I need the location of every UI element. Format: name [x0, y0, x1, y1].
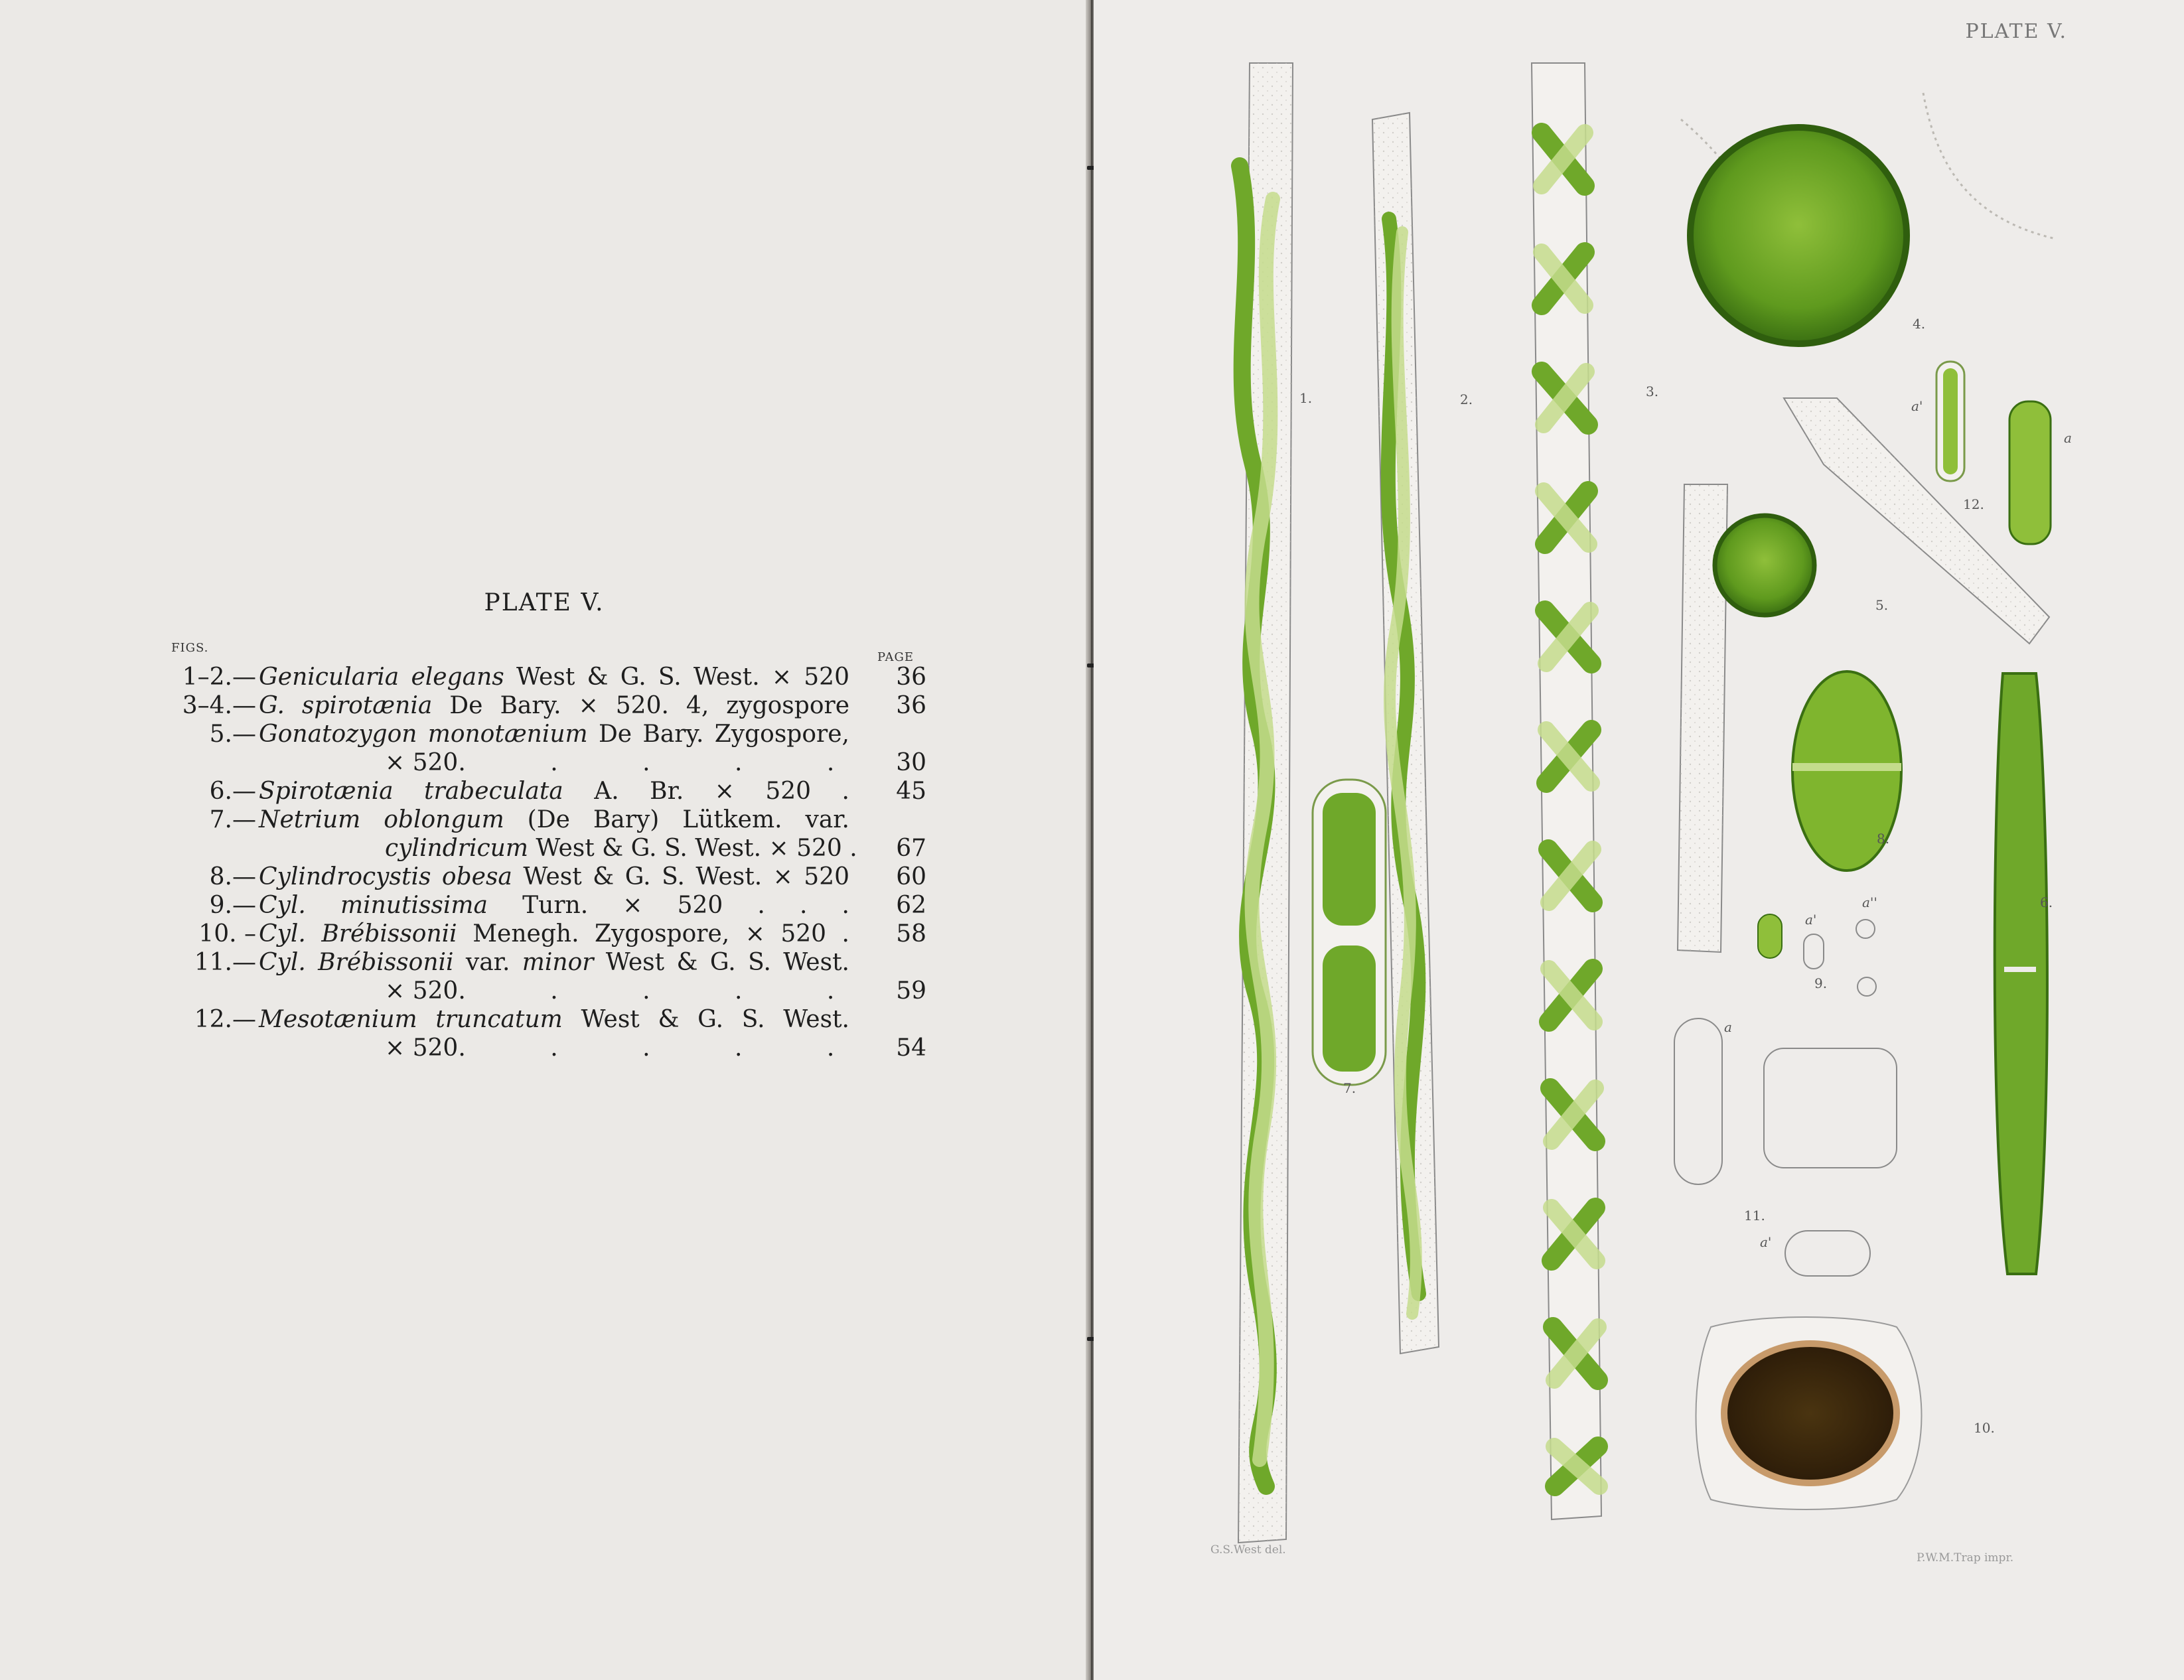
- legend-entry: [157, 692, 926, 721]
- legend-text: × 520: [385, 749, 459, 776]
- legend-text: De Bary. × 520. 4, zygospore: [432, 692, 850, 719]
- species-name: minor: [522, 949, 594, 976]
- legend-page-number: 36: [896, 664, 926, 691]
- leader-dots: . . . . .: [458, 749, 873, 776]
- legend-description: [259, 949, 849, 976]
- figure-label: 6.: [2040, 894, 2053, 910]
- species-name: Mesotænium truncatum: [259, 1006, 563, 1033]
- figure-sub-label: a': [1911, 398, 1923, 414]
- plate-title: PLATE V.: [484, 589, 605, 616]
- figure-sub-label: a'': [1862, 894, 1877, 910]
- figure-sub-label: a: [1724, 1019, 1732, 1035]
- algae-illustration-plate: [1094, 0, 2184, 1680]
- species-name: Cylindrocystis obesa: [259, 863, 512, 890]
- figure-2-filament: [1372, 113, 1439, 1354]
- page-column-label: PAGE: [877, 650, 914, 664]
- legend-page-number: 30: [896, 749, 926, 776]
- legend-entry: [157, 806, 926, 835]
- legend-entry: [157, 920, 926, 949]
- legend-description: [259, 1006, 849, 1033]
- legend-page-number: 59: [896, 977, 926, 1005]
- plate-legend-list: [157, 664, 926, 1063]
- legend-text: Turn. × 520 . . .: [488, 892, 849, 919]
- figure-sub-label: a': [1805, 912, 1817, 928]
- species-name: Netrium oblongum: [259, 806, 504, 833]
- legend-text: (De Bary) Lütkem. var.: [504, 806, 849, 833]
- figure-sub-label: a: [2064, 430, 2072, 446]
- figure-label: 9.: [1814, 975, 1828, 991]
- legend-description: [259, 863, 849, 890]
- legend-text: De Bary. Zygospore,: [587, 721, 849, 748]
- legend-figure-number: 1–2.—: [182, 664, 256, 691]
- species-name: Gonatozygon monotænium: [259, 721, 588, 748]
- figure-label: 2.: [1460, 391, 1473, 407]
- figure-3-filament: [1532, 63, 1601, 1519]
- legend-page-number: 62: [896, 892, 926, 919]
- figure-label: 5.: [1875, 597, 1889, 613]
- legend-entry: [157, 863, 926, 892]
- legend-figure-number: 7.—: [209, 806, 256, 833]
- legend-entry: [157, 977, 926, 1006]
- legend-description: [259, 692, 849, 719]
- figure-1-filament: [1238, 63, 1293, 1543]
- legend-entry: [157, 835, 926, 863]
- figure-label: 4.: [1913, 316, 1926, 332]
- figure-label: 7.: [1343, 1080, 1356, 1096]
- left-page: [0, 0, 1088, 1680]
- figure-11-cells: [1674, 1018, 1897, 1276]
- figure-label: 8.: [1877, 831, 1890, 847]
- artist-credit: G.S.West del.: [1210, 1543, 1286, 1557]
- legend-figure-number: 11.—: [194, 949, 256, 976]
- legend-figure-number: 6.—: [209, 778, 256, 805]
- plate-label: PLATE V.: [1965, 20, 2067, 43]
- legend-text: West & G. S. West. × 520 .: [528, 835, 857, 862]
- figure-label: 12.: [1963, 496, 1984, 512]
- legend-page-number: 54: [896, 1034, 926, 1062]
- legend-entry: [157, 664, 926, 692]
- legend-entry: [157, 892, 926, 920]
- legend-description: [259, 892, 849, 919]
- figure-label: 3.: [1646, 384, 1659, 399]
- legend-figure-number: 8.—: [209, 863, 256, 890]
- legend-description: [259, 806, 849, 833]
- leader-dots: . . . . .: [458, 977, 873, 1005]
- species-name: Cyl. Brébissonii: [259, 920, 457, 947]
- legend-entry: [157, 1034, 926, 1063]
- legend-page-number: 67: [896, 835, 926, 862]
- species-name: Cyl. minutissima: [259, 892, 488, 919]
- figs-column-label: FIGS.: [171, 641, 209, 655]
- legend-figure-number: 5.—: [209, 721, 256, 748]
- legend-page-number: 58: [896, 920, 926, 947]
- leader-dots: . . . . .: [458, 1034, 873, 1062]
- legend-text: West & G. S. West. × 520: [504, 664, 849, 691]
- species-name: cylindricum: [385, 835, 528, 862]
- legend-text: West & G. S. West.: [593, 949, 849, 976]
- legend-figure-number: 10. –: [198, 920, 256, 947]
- figure-4-zygospore: [1681, 93, 2056, 344]
- legend-figure-number: 3–4.—: [182, 692, 256, 719]
- legend-description: [259, 721, 849, 748]
- printer-credit: P.W.M.Trap impr.: [1917, 1551, 2014, 1565]
- species-name: Spirotænia trabeculata: [259, 778, 563, 805]
- legend-entry: [157, 1006, 926, 1034]
- legend-description: [259, 977, 873, 1005]
- figure-12-cells: [1936, 362, 2051, 544]
- legend-text: × 520: [385, 1034, 459, 1062]
- legend-description: [259, 778, 849, 805]
- legend-text: West & G. S. West. × 520: [512, 863, 849, 890]
- legend-text: var.: [453, 949, 522, 976]
- figure-7-cell: [1313, 780, 1386, 1085]
- figure-10-zygospore: [1696, 1317, 1922, 1509]
- figure-6-cell: [1995, 673, 2047, 1274]
- legend-text: A. Br. × 520 .: [563, 778, 849, 805]
- legend-description: [259, 920, 849, 947]
- legend-entry: [157, 721, 926, 749]
- legend-page-number: 60: [896, 863, 926, 890]
- legend-description: [259, 749, 873, 776]
- figure-sub-label: a': [1760, 1234, 1772, 1250]
- legend-description: [259, 835, 857, 862]
- figure-label: 10.: [1974, 1420, 1995, 1436]
- legend-page-number: 36: [896, 692, 926, 719]
- legend-entry: [157, 778, 926, 806]
- legend-entry: [157, 949, 926, 977]
- legend-page-number: 45: [896, 778, 926, 805]
- species-name: Cyl. Brébissonii: [259, 949, 454, 976]
- legend-text: Menegh. Zygospore, × 520 .: [457, 920, 849, 947]
- legend-description: [259, 1034, 873, 1062]
- figure-label: 1.: [1299, 390, 1313, 406]
- figure-label: 11.: [1744, 1208, 1765, 1224]
- legend-text: × 520: [385, 977, 459, 1005]
- species-name: G. spirotænia: [259, 692, 433, 719]
- species-name: Genicularia elegans: [259, 664, 504, 691]
- legend-description: [259, 664, 849, 691]
- legend-figure-number: 9.—: [209, 892, 256, 919]
- legend-text: West & G. S. West.: [562, 1006, 849, 1033]
- legend-entry: [157, 749, 926, 778]
- legend-figure-number: 12.—: [194, 1006, 256, 1033]
